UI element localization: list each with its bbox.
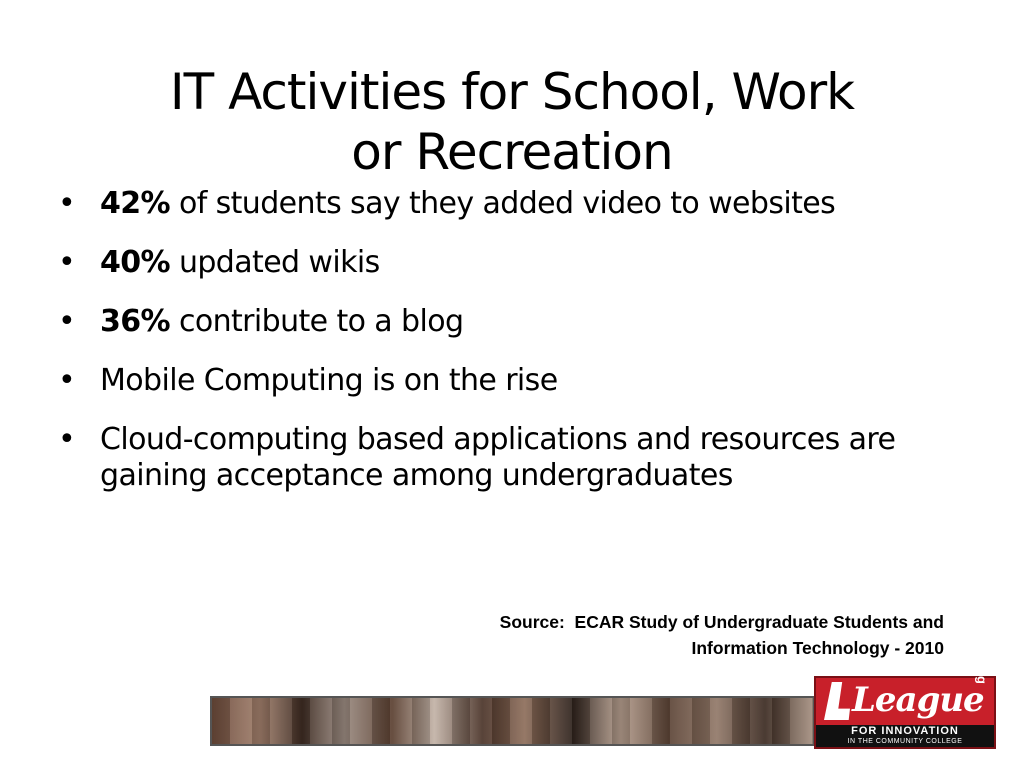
photo-strip-image [210,696,815,746]
source-line-2: Information Technology - 2010 [691,638,944,658]
bullet-stat: 40% [100,245,171,280]
title-line-1: IT Activities for School, Work [169,62,855,121]
bullet-text: updated wikis [170,245,380,280]
bullet-item [58,245,958,281]
bullet-text: Cloud-computing based applications and resources are gaining acceptance among undergraduates [100,422,896,493]
logo-org: .org [975,659,990,684]
bullet-marker: • [58,363,76,398]
source-line-1: Source: ECAR Study of Undergraduate Students and [499,612,944,632]
logo-wordmark: League [852,680,984,720]
slide-title [0,62,1024,182]
logo-tagline-bar [816,725,994,747]
league-logo [814,659,996,749]
bullet-item [58,186,958,222]
bullet-list [58,186,958,517]
bullet-text: of students say they added video to websites [170,186,836,221]
bullet-marker: • [58,422,76,457]
bullet-item [58,422,958,494]
logo-subtagline: IN THE COMMUNITY COLLEGE [847,738,963,745]
bullet-item [58,304,958,340]
bullet-stat: 42% [100,186,171,221]
bullet-marker: • [58,304,76,339]
bullet-marker: • [58,245,76,280]
footer-banner [210,659,996,749]
league-l-icon [824,682,850,720]
title-line-2: or Recreation [351,122,673,181]
logo-tagline: FOR INNOVATION [851,725,959,737]
bullet-text: contribute to a blog [170,304,464,339]
bullet-stat: 36% [100,304,171,339]
bullet-text: Mobile Computing is on the rise [100,363,558,398]
source-citation [344,609,944,661]
bullet-item [58,363,958,399]
bullet-marker: • [58,186,76,221]
